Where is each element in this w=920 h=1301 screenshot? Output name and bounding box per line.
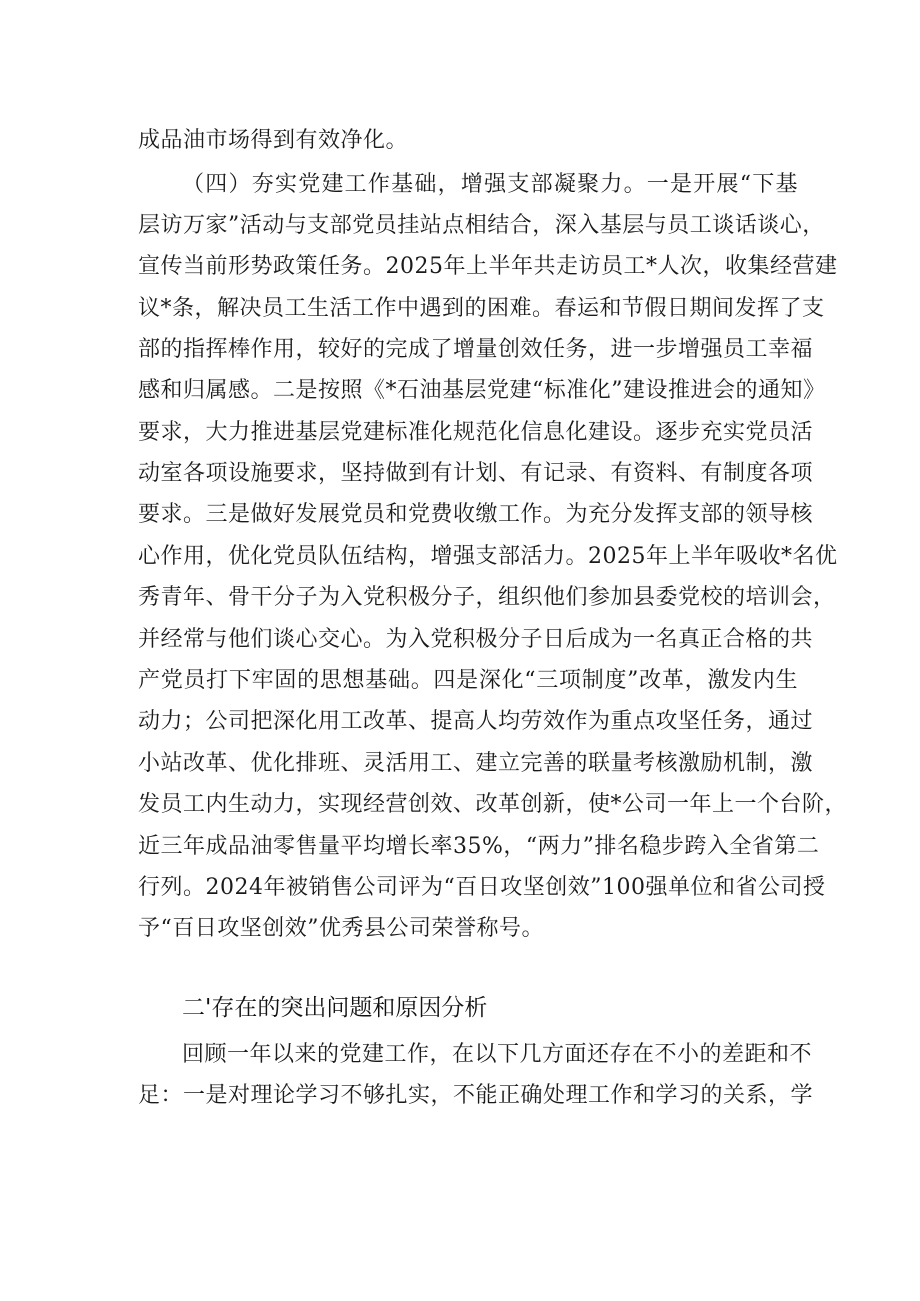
paragraph-line: 议*条，解决员工生活工作中遇到的困难。春运和节假日期间发挥了支 (138, 296, 825, 321)
paragraph-line: 要求，大力推进基层党建标准化规范化信息化建设。逐步充实党员活 (138, 420, 814, 445)
paragraph-line: 行列。2024年被销售公司评为“百日攻坚创效”100强单位和省公司授 (138, 875, 826, 900)
paragraph-line: 秀青年、骨干分子为入党积极分子，组织他们参加县委党校的培训会， (138, 585, 836, 610)
paragraph-line: 要求。三是做好发展党员和党费收缴工作。为充分发挥支部的领导核 (138, 502, 814, 527)
paragraph-line: 层访万家”活动与支部党员挂站点相结合，深入基层与员工谈话谈心， (138, 213, 825, 238)
paragraph-line: 足：一是对理论学习不够扎实，不能正确处理工作和学习的关系，学 (138, 1083, 814, 1108)
paragraph-line: （四）夯实党建工作基础，增强支部凝聚力。一是开展“下基 (182, 172, 798, 197)
paragraph-line: 心作用，优化党员队伍结构，增强支部活力。2025年上半年吸收*名优 (138, 544, 838, 569)
paragraph-line: 产党员打下牢固的思想基础。四是深化“三项制度”改革，激发内生 (138, 668, 798, 693)
paragraph-line: 并经常与他们谈心交心。为入党积极分子日后成为一名真正合格的共 (138, 627, 814, 652)
paragraph-line: 回顾一年以来的党建工作，在以下几方面还存在不小的差距和不 (182, 1042, 813, 1067)
paragraph-line: 近三年成品油零售量平均增长率35%，“两力”排名稳步跨入全省第二 (138, 834, 820, 859)
paragraph-line: 小站改革、优化排班、灵活用工、建立完善的联量考核激励机制，激 (138, 751, 814, 776)
paragraph-line: 予“百日攻坚创效”优秀县公司荣誉称号。 (138, 916, 544, 941)
paragraph-line: 宣传当前形势政策任务。2025年上半年共走访员工*人次，收集经营建 (138, 254, 838, 279)
paragraph-line: 成品油市场得到有效净化。 (138, 128, 409, 153)
paragraph-line: 动力；公司把深化用工改革、提高人均劳效作为重点攻坚任务，通过 (138, 709, 814, 734)
paragraph-line: 感和归属感。二是按照《*石油基层党建“标准化”建设推进会的通知》 (138, 378, 826, 403)
paragraph-line: 发员工内生动力，实现经营创效、改革创新，使*公司一年上一个台阶， (138, 792, 848, 817)
paragraph-line: 部的指挥棒作用，较好的完成了增量创效任务，进一步增强员工幸福 (138, 337, 814, 362)
section-heading: 二'存在的突出问题和原因分析 (182, 995, 488, 1021)
paragraph-line: 动室各项设施要求，坚持做到有计划、有记录、有资料、有制度各项 (138, 461, 814, 486)
